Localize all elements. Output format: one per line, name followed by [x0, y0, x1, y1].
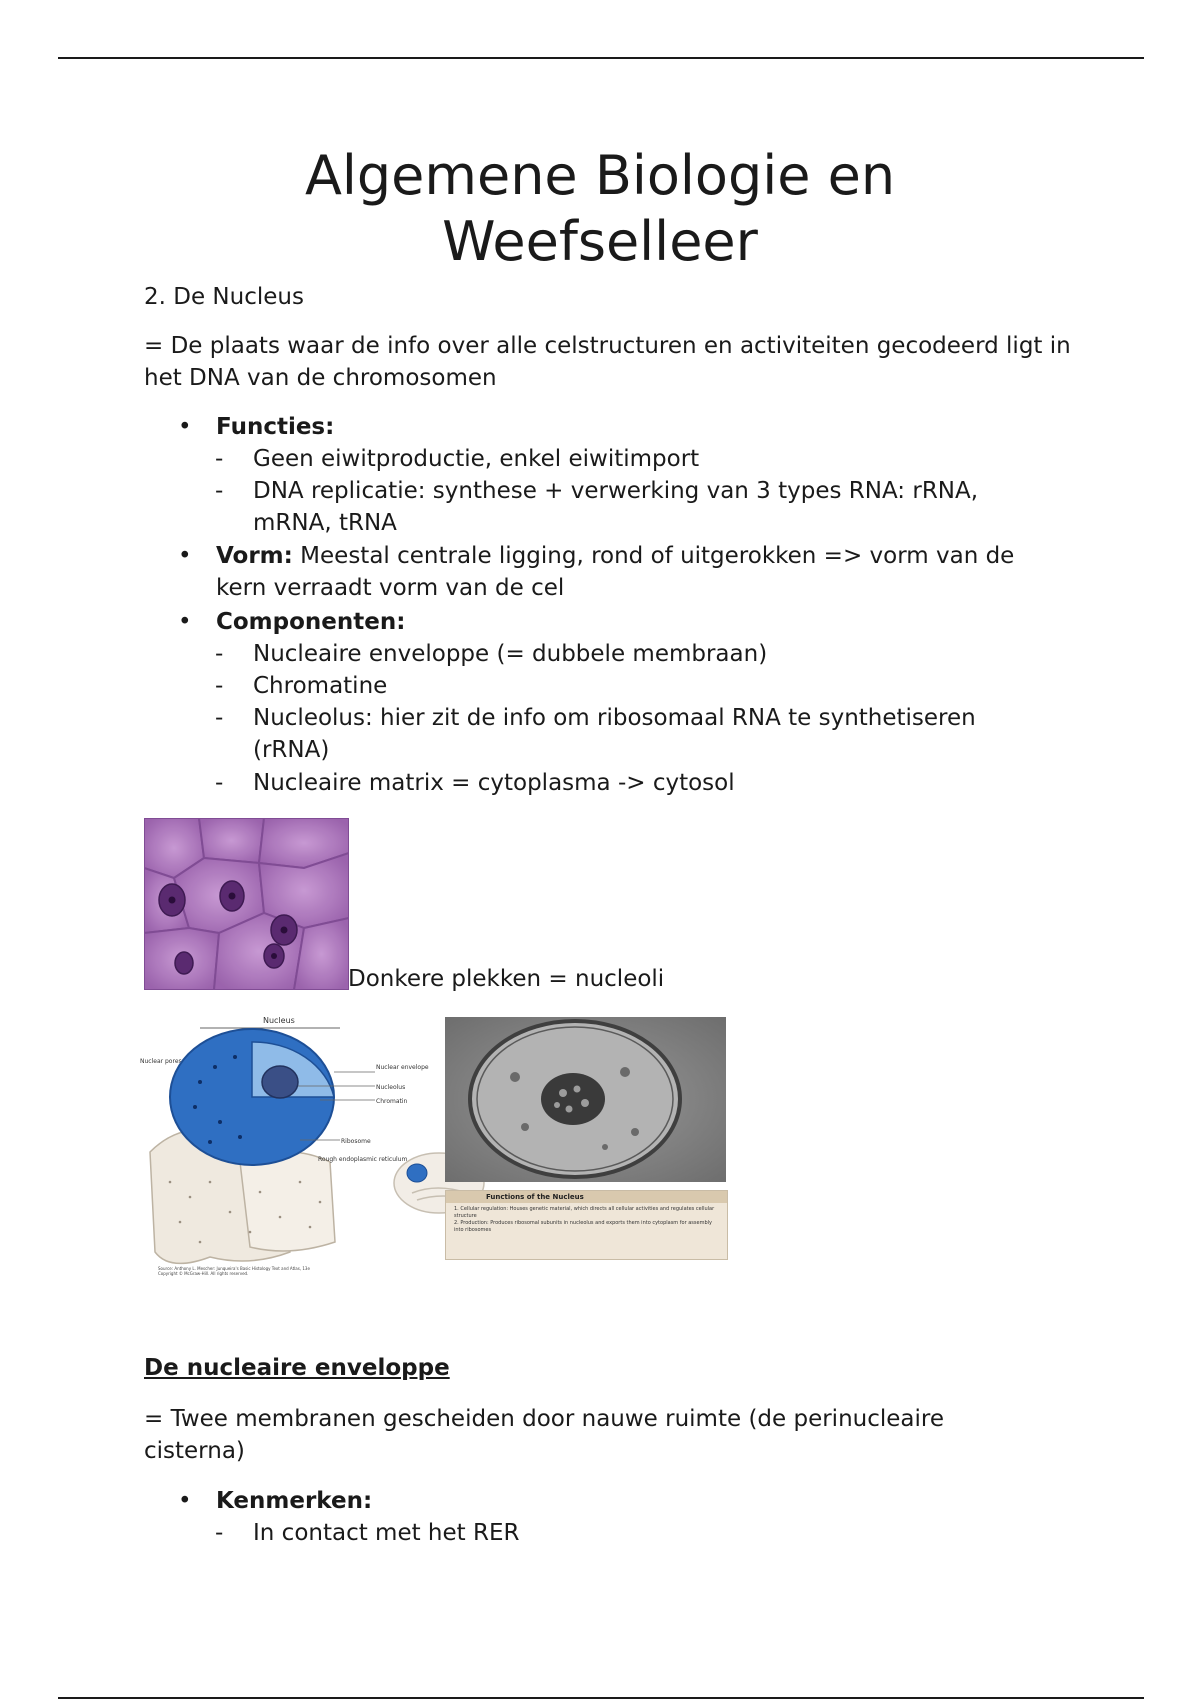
- functions-panel: [445, 1190, 728, 1260]
- dash-symbol: -: [215, 446, 224, 472]
- label-nucleolus: Nucleolus: [376, 1084, 406, 1091]
- function-2: 2. Production: Produces ribosomal subunits in nucleolus and exports them into cytoplasm for assembly into ribosomes: [454, 1220, 712, 1233]
- dash-symbol: -: [215, 478, 224, 504]
- dash-symbol: -: [215, 641, 224, 667]
- bullet-symbol: •: [178, 1488, 192, 1514]
- source-text: Source: Anthony L. Mescher: Junqueira's Basic Histology Text and Atlas, 13e Copyright © McGraw-Hill. All rights reserved.: [158, 1266, 310, 1276]
- top-rule: [58, 57, 1144, 59]
- nucleus-definition: = De plaats waar de info over alle celstructuren en activiteiten gecodeerd ligt in het DNA van de chromosomen: [144, 333, 1071, 391]
- functies-label: Functies:: [216, 414, 335, 440]
- bullet-symbol: •: [178, 609, 192, 635]
- componenten-item-2: Chromatine: [253, 673, 388, 699]
- dash-symbol: -: [215, 770, 224, 796]
- histology-image: [144, 818, 349, 990]
- label-ribosome: Ribosome: [341, 1138, 371, 1145]
- functies-item-1: Geen eiwitproductie, enkel eiwitimport: [253, 446, 700, 472]
- nucleus-diagram: [140, 1012, 435, 1292]
- componenten-label: Componenten:: [216, 609, 406, 635]
- vorm-text: Meestal centrale ligging, rond of uitgerokken => vorm van de kern verraadt vorm van de cel: [216, 543, 1015, 601]
- title-line-1: Algemene Biologie en: [304, 144, 896, 207]
- bullet-symbol: •: [178, 414, 192, 440]
- nucleolus-shape: [262, 1066, 298, 1098]
- dash-symbol: -: [215, 705, 224, 731]
- kenmerken-label: Kenmerken:: [216, 1488, 373, 1514]
- dash-symbol: -: [215, 1520, 224, 1546]
- label-nuclear-envelope: Nuclear envelope: [376, 1064, 429, 1071]
- componenten-item-4: Nucleaire matrix = cytoplasma -> cytosol: [253, 770, 735, 796]
- section-number: 2. De Nucleus: [144, 284, 304, 310]
- bullet-symbol: •: [178, 543, 192, 569]
- diagram-source: [158, 1266, 328, 1292]
- label-nuclear-pores: Nuclear pores: [140, 1058, 182, 1065]
- dash-symbol: -: [215, 673, 224, 699]
- functies-item-2: DNA replicatie: synthese + verwerking van 3 types RNA: rRNA, mRNA, tRNA: [253, 478, 979, 536]
- label-chromatin: Chromatin: [376, 1098, 408, 1105]
- function-1: 1. Cellular regulation: Houses genetic material, which directs all cellular activities and regulates cellular structure: [454, 1206, 715, 1219]
- componenten-item-1: Nucleaire enveloppe (= dubbele membraan): [253, 641, 768, 667]
- document-title: [0, 143, 1200, 275]
- label-rer: Rough endoplasmic reticulum: [318, 1156, 408, 1163]
- vorm-label: Vorm:: [216, 543, 293, 569]
- kenmerken-item-1: In contact met het RER: [253, 1520, 520, 1546]
- envelope-heading: De nucleaire enveloppe: [144, 1355, 450, 1381]
- functions-title: Functions of the Nucleus: [446, 1191, 727, 1203]
- label-nucleus: Nucleus: [263, 1016, 295, 1025]
- histology-caption: Donkere plekken = nucleoli: [348, 966, 665, 992]
- bottom-rule: [58, 1697, 1144, 1699]
- componenten-item-3: Nucleolus: hier zit de info om ribosomaal RNA te synthetiseren (rRNA): [253, 705, 976, 763]
- envelope-definition: = Twee membranen gescheiden door nauwe ruimte (de perinucleaire cisterna): [144, 1406, 945, 1464]
- em-micrograph: [445, 1017, 726, 1182]
- title-line-2: Weefselleer: [442, 210, 758, 273]
